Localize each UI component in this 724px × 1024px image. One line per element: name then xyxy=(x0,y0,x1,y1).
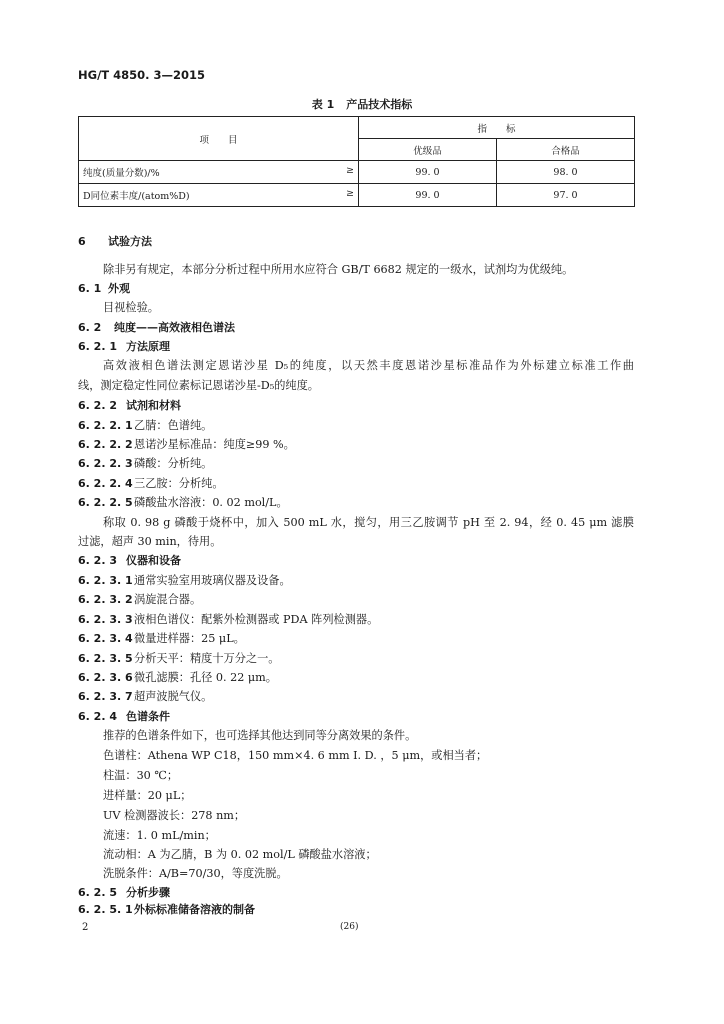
table-caption xyxy=(0,96,724,112)
table-caption-number: 表 1 xyxy=(311,98,335,111)
sheet-code: (26) xyxy=(340,922,359,932)
row-item: D同位素丰度/(atom%D) ≥ xyxy=(79,184,359,207)
reagent-item: 6. 2. 2. 5磷酸盐水溶液：0. 02 mol/L。 xyxy=(78,496,288,509)
instrument-item: 6. 2. 3. 6微孔滤膜：孔径 0. 22 μm。 xyxy=(78,671,277,684)
section-6-2-5-1-heading: 6. 2. 5. 1外标标准储备溶液的制备 xyxy=(78,903,255,916)
instrument-item: 6. 2. 3. 2涡旋混合器。 xyxy=(78,593,202,606)
table-row xyxy=(79,161,635,184)
condition-line: 流动相：A 为乙腈，B 为 0. 02 mol/L 磷酸盐水溶液； xyxy=(103,848,377,861)
section-6-2-4-heading: 6. 2. 4 色谱条件 xyxy=(78,710,170,723)
section-6-2-5-heading: 6. 2. 5 分析步骤 xyxy=(78,886,170,899)
instrument-item: 6. 2. 3. 7超声波脱气仪。 xyxy=(78,690,213,703)
instrument-item: 6. 2. 3. 3液相色谱仪：配紫外检测器或 PDA 阵列检测器。 xyxy=(78,613,379,626)
header-index: 指 标 xyxy=(359,117,635,139)
instrument-item: 6. 2. 3. 1通常实验室用玻璃仪器及设备。 xyxy=(78,574,291,587)
instrument-item: 6. 2. 3. 5分析天平：精度十万分之一。 xyxy=(78,652,280,665)
section-6-2-heading: 6. 2 纯度——高效液相色谱法 xyxy=(78,321,235,334)
section-6-2-1-heading: 6. 2. 1 方法原理 xyxy=(78,340,170,353)
row-item: 纯度(质量分数)/% ≥ xyxy=(79,161,359,184)
reagent-item: 6. 2. 2. 2恩诺沙星标准品：纯度≥99 %。 xyxy=(78,438,295,451)
row-value-qualified: 97. 0 xyxy=(497,184,635,207)
phosphate-prep-line1: 称取 0. 98 g 磷酸于烧杯中，加入 500 mL 水，搅匀，用三乙胺调节 pH 至 2. 94，经 0. 45 μm 滤膜 xyxy=(103,516,634,529)
standard-code: HG/T 4850. 3—2015 xyxy=(78,68,205,82)
section-6-1-text: 目视检验。 xyxy=(103,301,159,314)
method-principle-line2: 线，测定稳定性同位素标记恩诺沙星-D₅的纯度。 xyxy=(78,379,319,392)
condition-line: UV 检测器波长：278 nm； xyxy=(103,809,246,822)
section-6-heading: 6 试验方法 xyxy=(78,235,152,248)
reagent-item: 6. 2. 2. 4三乙胺：分析纯。 xyxy=(78,477,224,490)
condition-line: 推荐的色谱条件如下，也可选择其他达到同等分离效果的条件。 xyxy=(103,729,417,742)
condition-line: 流速：1. 0 mL/min； xyxy=(103,829,216,842)
section-6-paragraph: 除非另有规定，本部分分析过程中所用水应符合 GB/T 6682 规定的一级水，试剂均为优级纯。 xyxy=(103,263,574,276)
header-item: 项 目 xyxy=(79,117,359,161)
section-6-2-2-heading: 6. 2. 2 试剂和材料 xyxy=(78,399,181,412)
condition-line: 柱温：30 ℃； xyxy=(103,769,179,782)
instrument-item: 6. 2. 3. 4微量进样器：25 μL。 xyxy=(78,632,245,645)
table-caption-title: 产品技术指标 xyxy=(346,98,413,111)
condition-line: 进样量：20 μL； xyxy=(103,789,192,802)
row-value-premium: 99. 0 xyxy=(359,161,497,184)
reagent-item: 6. 2. 2. 1乙腈：色谱纯。 xyxy=(78,419,213,432)
table-row xyxy=(79,184,635,207)
reagent-item: 6. 2. 2. 3磷酸：分析纯。 xyxy=(78,457,213,470)
phosphate-prep-line2: 过滤，超声 30 min，待用。 xyxy=(78,535,222,548)
header-grade-premium: 优级品 xyxy=(359,139,497,161)
method-principle-line1: 高效液相色谱法测定恩诺沙星 D₅的纯度，以天然丰度恩诺沙星标准品作为外标建立标准工作曲 xyxy=(103,359,634,372)
section-6-1-heading: 6. 1 外观 xyxy=(78,282,130,295)
condition-line: 洗脱条件：A/B=70/30，等度洗脱。 xyxy=(103,867,288,880)
row-value-premium: 99. 0 xyxy=(359,184,497,207)
row-value-qualified: 98. 0 xyxy=(497,161,635,184)
product-spec-table xyxy=(78,116,635,207)
condition-line: 色谱柱：Athena WP C18，150 mm×4. 6 mm I. D. ，5 μm，或相当者； xyxy=(103,749,488,762)
page-number: 2 xyxy=(82,922,89,933)
header-grade-qualified: 合格品 xyxy=(497,139,635,161)
section-6-2-3-heading: 6. 2. 3 仪器和设备 xyxy=(78,554,181,567)
